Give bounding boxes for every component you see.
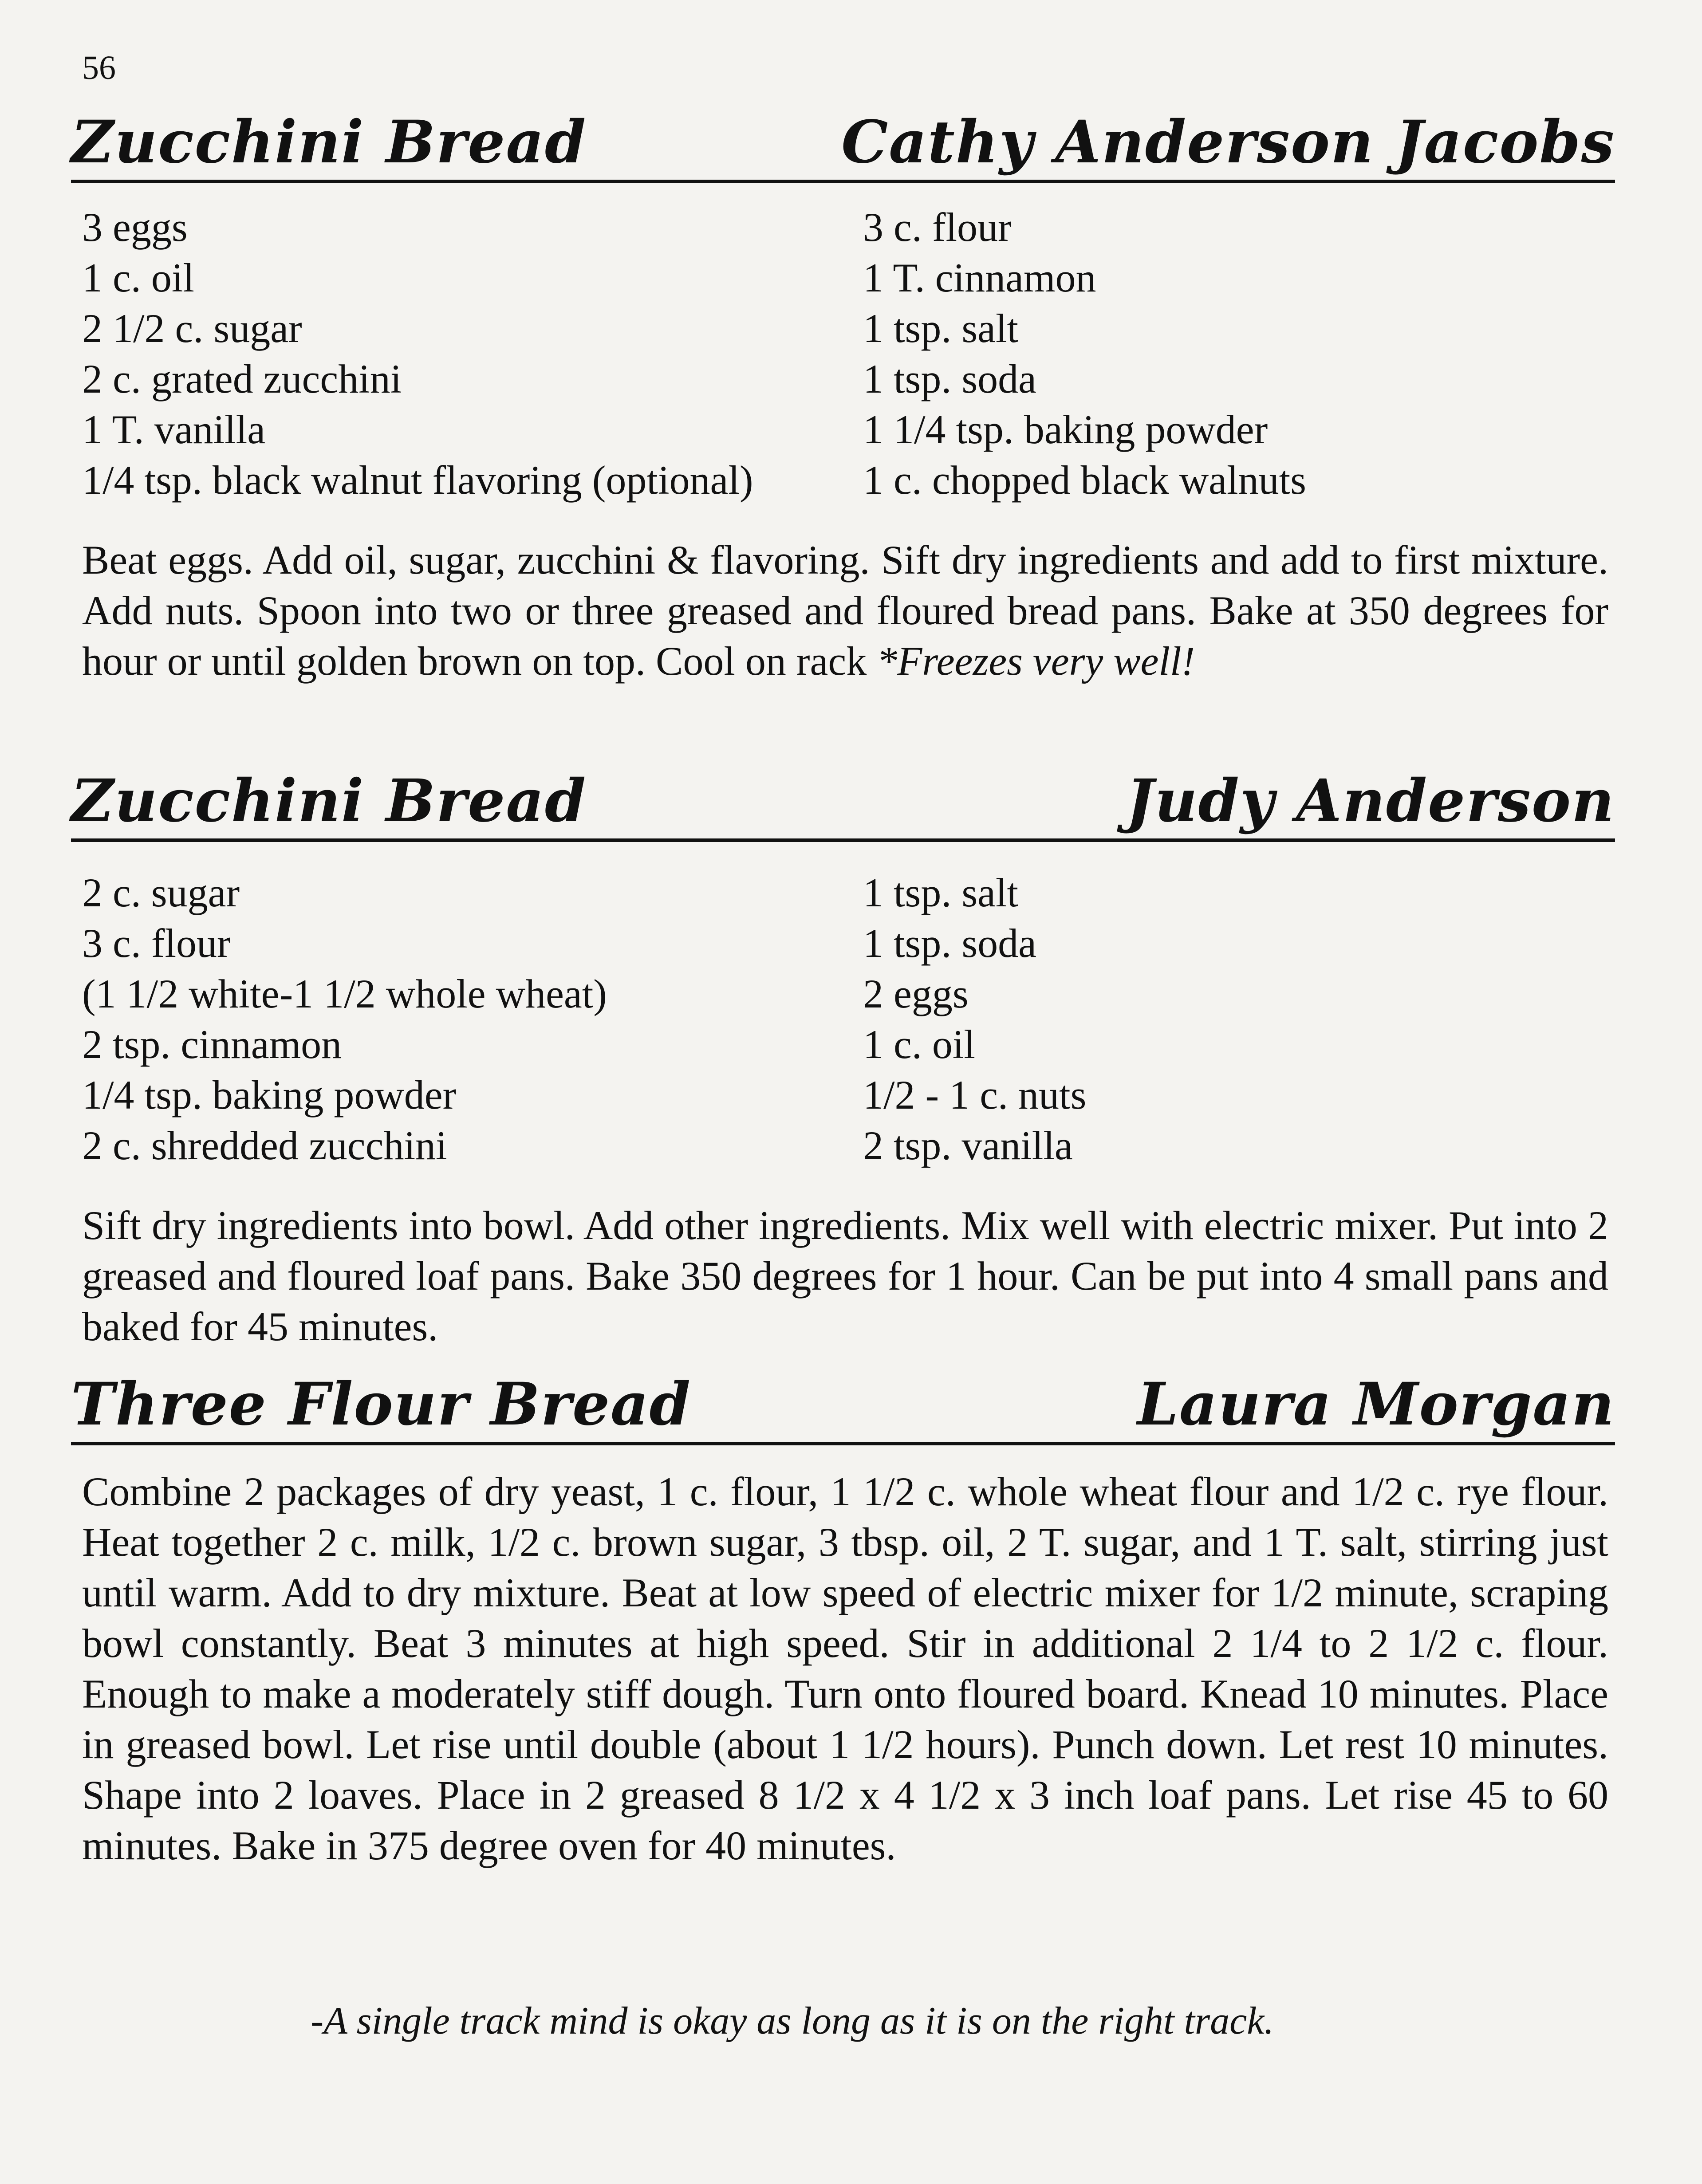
page-number: 56 bbox=[82, 49, 116, 87]
recipe-title: Three Flour Bread bbox=[71, 1370, 691, 1439]
closing-quote: -A single track mind is okay as long as it is on the right track. bbox=[311, 1999, 1274, 2042]
ingredient: 1 tsp. salt bbox=[863, 306, 1019, 351]
ingredient: 2 1/2 c. sugar bbox=[82, 306, 302, 351]
ingredient: 1 T. cinnamon bbox=[863, 255, 1096, 300]
recipe-header-3 bbox=[71, 1370, 1615, 1445]
recipe-header-1 bbox=[71, 108, 1615, 183]
ingredient: 1/4 tsp. black walnut flavoring (optional) bbox=[82, 457, 753, 503]
ingredient: 2 tsp. cinnamon bbox=[82, 1022, 342, 1067]
recipe-author: Laura Morgan bbox=[1137, 1370, 1615, 1439]
recipe-directions-2: Sift dry ingredients into bowl. Add other ingredients. Mix well with electric mixer. Put into 2 greased and floured loaf pans. Bake 350 degrees for 1 hour. Can be put into 4 small pans and baked for 45 minutes. bbox=[82, 1203, 1608, 1349]
ingredient: 2 tsp. vanilla bbox=[863, 1123, 1073, 1168]
ingredient: (1 1/2 white-1 1/2 whole wheat) bbox=[82, 971, 607, 1016]
recipe-author: Cathy Anderson Jacobs bbox=[841, 108, 1615, 177]
ingredient: 2 c. sugar bbox=[82, 870, 240, 915]
ingredient: 1 tsp. soda bbox=[863, 921, 1036, 966]
ingredient: 1 tsp. salt bbox=[863, 870, 1019, 915]
recipe-title: Zucchini Bread bbox=[71, 108, 587, 177]
recipe-directions-3: Combine 2 packages of dry yeast, 1 c. flour, 1 1/2 c. whole wheat flour and 1/2 c. rye flour. Heat together 2 c. milk, 1/2 c. brown sugar, 3 tbsp. oil, 2 T. sugar, and 1 T. salt, stirring just until warm. Add to dry mixture. Beat at low speed of electric mixer for 1/2 minute, scraping bowl constantly. Beat 3 minutes at high speed. Stir in additional 2 1/4 to 2 1/2 c. flour. Enough to make a moderately stiff dough. Turn onto floured board. Knead 10 minutes. Place in greased bowl. Let rise until double (about 1 1/2 hours). Punch down. Let rest 10 minutes. Shape into 2 loaves. Place in 2 greased 8 1/2 x 4 1/2 x 3 inch loaf pans. Let rise 45 to 60 minutes. Bake in 375 degree oven for 40 minutes. bbox=[82, 1469, 1608, 1868]
ingredient: 1 1/4 tsp. baking powder bbox=[863, 407, 1268, 452]
ingredient: 3 eggs bbox=[82, 205, 188, 250]
directions-text: Beat eggs. Add oil, sugar, zucchini & flavoring. Sift dry ingredients and add to first mixture. Add nuts. Spoon into two or three greased and floured bread pans. Bake at 350 degrees for hour or until golden brown on top. Cool on rack bbox=[82, 537, 1608, 684]
recipe-directions-1 bbox=[82, 535, 1608, 686]
ingredients-right-1 bbox=[863, 202, 1306, 505]
ingredients-right-2 bbox=[863, 867, 1086, 1171]
ingredient: 2 c. shredded zucchini bbox=[82, 1123, 447, 1168]
recipe-title: Zucchini Bread bbox=[71, 767, 587, 835]
ingredient: 2 eggs bbox=[863, 971, 969, 1016]
freeze-note: *Freezes very well! bbox=[877, 638, 1195, 684]
ingredient: 1 c. oil bbox=[82, 255, 194, 300]
ingredient: 1 tsp. soda bbox=[863, 356, 1036, 401]
ingredient: 1/4 tsp. baking powder bbox=[82, 1072, 457, 1118]
ingredient: 1 c. chopped black walnuts bbox=[863, 457, 1306, 503]
ingredient: 3 c. flour bbox=[863, 205, 1012, 250]
ingredient: 1/2 - 1 c. nuts bbox=[863, 1072, 1087, 1118]
ingredient: 2 c. grated zucchini bbox=[82, 356, 402, 401]
recipe-author: Judy Anderson bbox=[1126, 767, 1615, 835]
ingredient: 3 c. flour bbox=[82, 921, 231, 966]
ingredients-left-1 bbox=[82, 202, 753, 505]
ingredients-left-2 bbox=[82, 867, 607, 1171]
recipe-header-2 bbox=[71, 767, 1615, 842]
ingredient: 1 T. vanilla bbox=[82, 407, 266, 452]
ingredient: 1 c. oil bbox=[863, 1022, 975, 1067]
